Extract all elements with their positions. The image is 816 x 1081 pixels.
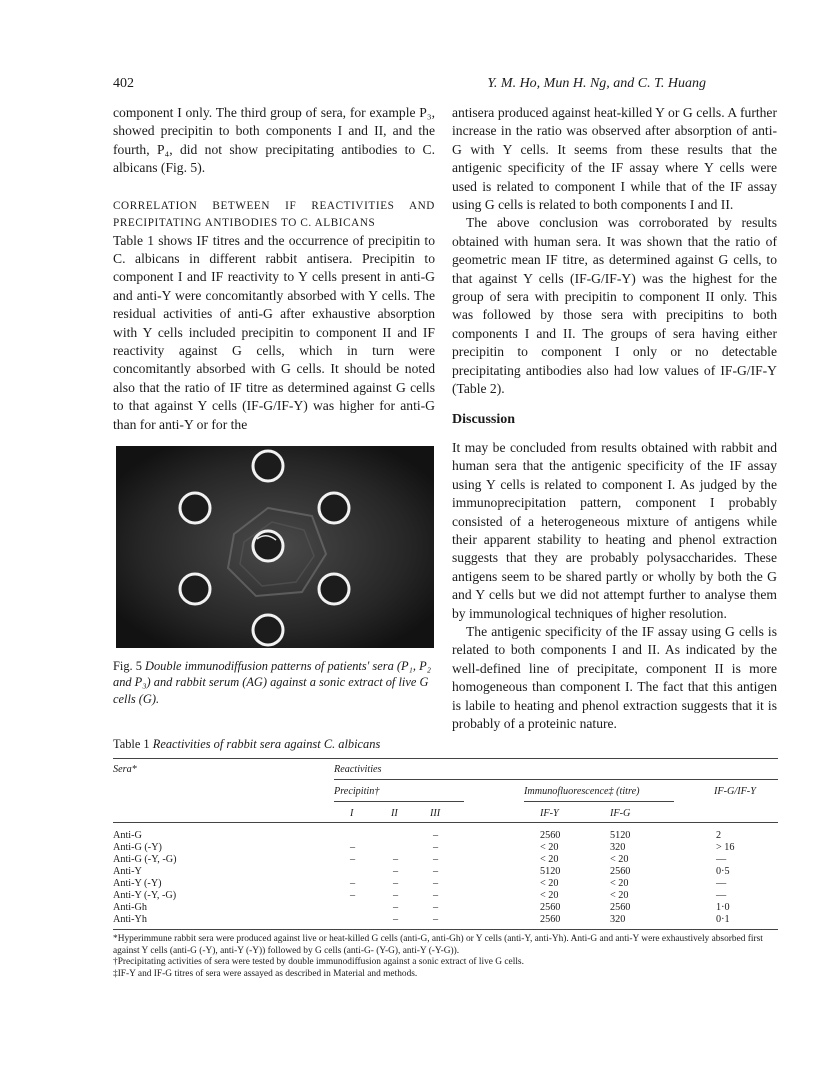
cell-precipitin-ii: –: [393, 902, 399, 913]
discussion-paragraph-1: It may be concluded from results obtained with rabbit and human sera that the antigenic specificity of the IF assay using Y cells is related to component I. As judged by the immunoprecipitation pattern, component I probably consisted of a heterogeneous mixture of antigens while their apparent stability to heating and phenol extraction suggests that they are probably polysaccharides. These antigens seem to be shared partly or wholly by both the G and Y cells but we did not attempt further to analyse them by immunological techniques of higher resolution.: [452, 439, 777, 621]
cell-ratio: 0·1: [716, 914, 730, 925]
cell-if-y: < 20: [540, 854, 559, 865]
cell-if-y: < 20: [540, 878, 559, 889]
subheader-ii: II: [391, 808, 398, 819]
right-column: [452, 104, 777, 733]
left-paragraph-1: component I only. The third group of sera, for example P₃, showed precipitin to both components I and II, and the fourth, P₄, did not show precipitating antibodies to C. albicans (Fig. 5).: [113, 105, 435, 176]
cell-sera: Anti-Gh: [113, 902, 147, 913]
table-header-rule: [113, 822, 778, 823]
footnote-dagger: †Precipitating activities of sera were tested by double immunodiffusion against a sonic extract of live G cells.: [113, 957, 524, 968]
table-title: [113, 737, 380, 752]
footnote-double-dagger: ‡IF-Y and IF-G titres of sera were assayed as described in Material and methods.: [113, 968, 418, 979]
cell-precipitin-i: –: [350, 890, 356, 901]
precipitin-rule: [334, 801, 464, 802]
right-paragraph-2: The above conclusion was corroborated by results obtained with human sera. It was shown that the ratio of geometric mean IF titre, as determined against G cells, to that against Y cells (IF-G/IF-Y) was the highest for the group of sera with precipitin to component II only. This was followed by those sera with precipitins to both components I and II. The groups of sera having either precipitin to component I only or no detectable precipitating antibodies also had low values of IF-G/IF-Y (Table 2).: [452, 215, 777, 397]
figure-immunodiffusion-photo: [116, 446, 434, 648]
subheader-iii: III: [430, 808, 441, 819]
cell-sera: Anti-Yh: [113, 914, 147, 925]
cell-ratio: 2: [716, 830, 722, 841]
figure-caption-text: Double immunodiffusion patterns of patients' sera (P₁, P₂ and P₃) and rabbit serum (AG) against a sonic extract of live G cells (G).: [113, 659, 431, 706]
cell-sera: Anti-Y: [113, 866, 142, 877]
cell-ratio: —: [716, 878, 727, 889]
immunofluorescence-rule: [524, 801, 674, 802]
cell-if-g: 2560: [610, 902, 631, 913]
footnote-asterisk: *Hyperimmune rabbit sera were produced against live or heat-killed G cells (anti-G, anti-Gh) or Y cells (anti-Y, anti-Yh). Anti-G and anti-Y were exhaustively absorbed first against Y cells (anti-G (-Y), anti-Y (-Y)) followed by G cells (anti-G- (Y-G), anti-Y (-Y-G)).: [113, 934, 763, 956]
cell-ratio: —: [716, 890, 727, 901]
header-sera: Sera*: [113, 764, 137, 775]
table-title-prefix: Table 1: [113, 737, 150, 751]
cell-precipitin-iii: –: [433, 914, 439, 925]
cell-precipitin-ii: –: [393, 854, 399, 865]
subheader-i: I: [350, 808, 354, 819]
well-lower-left: [180, 574, 210, 604]
cell-sera: Anti-G (-Y): [113, 842, 162, 853]
cell-if-y: < 20: [540, 842, 559, 853]
left-paragraph-2: Table 1 shows IF titres and the occurrence of precipitin to C. albicans in different rabbit antisera. Precipitin to component I and IF reactivity to Y cells present in anti-G and anti-Y were concomitantly absorbed with Y cells. The residual activities of anti-G after exhaustive absorption with Y cells included precipitin to component II and IF reactivity against G cells, which in turn were concomitantly absorbed with G cells. It should be noted also that the ratio of IF titre as determined against G cells to that against Y cells (IF-G/IF-Y) was higher for anti-G than for anti-Y or for the: [113, 232, 435, 432]
cell-if-g: 320: [610, 842, 626, 853]
cell-precipitin-iii: –: [433, 878, 439, 889]
header-precipitin: Precipitin†: [334, 786, 380, 797]
cell-precipitin-iii: –: [433, 830, 439, 841]
cell-if-g: 320: [610, 914, 626, 925]
cell-precipitin-iii: –: [433, 890, 439, 901]
cell-precipitin-iii: –: [433, 902, 439, 913]
table-title-species: C. albicans: [323, 737, 381, 751]
well-top: [253, 451, 283, 481]
cell-if-y: 2560: [540, 902, 561, 913]
cell-precipitin-ii: –: [393, 866, 399, 877]
cell-precipitin-ii: –: [393, 878, 399, 889]
cell-if-y: 5120: [540, 866, 561, 877]
cell-if-g: 5120: [610, 830, 631, 841]
cell-precipitin-iii: –: [433, 854, 439, 865]
header-immunofluorescence: Immunofluorescence‡ (titre): [524, 786, 640, 797]
header-ratio: IF-G/IF-Y: [714, 786, 756, 797]
cell-precipitin-ii: –: [393, 914, 399, 925]
cell-if-y: < 20: [540, 890, 559, 901]
cell-sera: Anti-Y (-Y): [113, 878, 162, 889]
subheader-if-y: IF-Y: [540, 808, 559, 819]
cell-if-g: < 20: [610, 890, 629, 901]
cell-sera: Anti-G (-Y, -G): [113, 854, 177, 865]
well-upper-left: [180, 493, 210, 523]
well-bottom: [253, 615, 283, 645]
cell-sera: Anti-G: [113, 830, 142, 841]
discussion-paragraph-2: The antigenic specificity of the IF assay using G cells is related to both components I and II. As indicated by the well-defined line of precipitate, component II is more homogeneous than component I. The fact that this antigen is labile to heating and phenol extraction suggests that it is probably of a proteinic nature.: [452, 623, 777, 731]
subheader-if-g: IF-G: [610, 808, 631, 819]
section-heading: CORRELATION BETWEEN IF REACTIVITIES AND PRECIPITATING ANTIBODIES TO C. ALBICANS: [113, 199, 435, 229]
cell-precipitin-i: –: [350, 842, 356, 853]
cell-if-y: 2560: [540, 914, 561, 925]
cell-ratio: > 16: [716, 842, 735, 853]
cell-if-y: 2560: [540, 830, 561, 841]
running-head-authors: Y. M. Ho, Mun H. Ng, and C. T. Huang: [487, 76, 706, 91]
figure-caption-label: Fig. 5: [113, 659, 142, 673]
cell-ratio: 0·5: [716, 866, 730, 877]
header-reactivities: Reactivities: [334, 764, 382, 775]
cell-if-g: < 20: [610, 854, 629, 865]
cell-precipitin-i: –: [350, 878, 356, 889]
left-column: [113, 104, 435, 434]
discussion-heading: Discussion: [452, 411, 516, 427]
cell-precipitin-iii: –: [433, 842, 439, 853]
cell-sera: Anti-Y (-Y, -G): [113, 890, 177, 901]
cell-precipitin-ii: –: [393, 890, 399, 901]
well-lower-right: [319, 574, 349, 604]
cell-ratio: 1·0: [716, 902, 730, 913]
table-footnotes: [113, 934, 778, 980]
cell-if-g: 2560: [610, 866, 631, 877]
well-upper-right: [319, 493, 349, 523]
page-number: 402: [113, 76, 134, 91]
table-bottom-rule: [113, 929, 778, 930]
figure-caption: [113, 658, 431, 707]
table-top-rule: [113, 758, 778, 759]
right-paragraph-1: antisera produced against heat-killed Y or G cells. A further increase in the ratio was observed after absorption of anti-G with Y cells. It seems from these results that the antigenic specificity of the IF assay where Y cells were used is related to component I while that of the IF assay using G cells is related to both components I and II.: [452, 105, 777, 213]
cell-precipitin-iii: –: [433, 866, 439, 877]
immunodiffusion-plate-image: [116, 446, 434, 648]
cell-precipitin-i: –: [350, 854, 356, 865]
reactivities-rule: [334, 779, 778, 780]
cell-if-g: < 20: [610, 878, 629, 889]
cell-ratio: —: [716, 854, 727, 865]
table-title-text: Reactivities of rabbit sera against: [152, 737, 321, 751]
